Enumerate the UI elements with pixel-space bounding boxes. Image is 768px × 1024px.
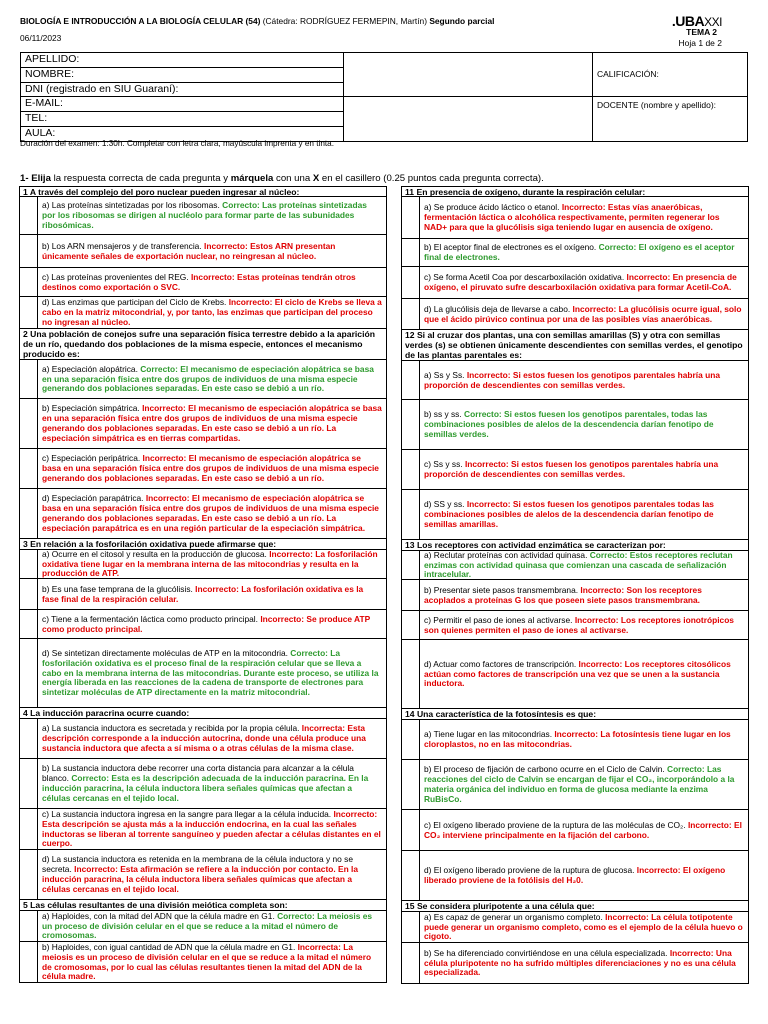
answer-option xyxy=(19,610,387,639)
answer-option xyxy=(19,850,387,900)
instructions: 1- Elija la respuesta correcta de cada pregunta y márquela con una X en el casillero (0.25 puntos cada pregunta correcta). xyxy=(20,173,544,184)
course-title: BIOLOGÍA E INTRODUCCIÓN A LA BIOLOGÍA CELULAR (54) xyxy=(20,16,261,26)
feedback-correct: Correcto: La meiosis es un proceso de división celular en el que se reduce a la mitad el número de cromosomas. xyxy=(42,911,373,941)
answer-checkbox[interactable] xyxy=(20,360,38,398)
answer-checkbox[interactable] xyxy=(20,197,38,234)
answer-checkbox[interactable] xyxy=(20,759,38,808)
feedback-incorrect: Incorrecto: Si estos fuesen los genotipos parentales habría una proporción de descendientes con semillas verdes. xyxy=(424,369,721,390)
answer-checkbox[interactable] xyxy=(402,299,420,329)
feedback-incorrect: Incorrecto: Estos ARN presentan únicamente señales de exportación nuclear, no reingresan al núcleo. xyxy=(42,240,336,261)
answer-option xyxy=(401,640,749,709)
question-stem: 13 Los receptores con actividad enzimática se caracterizan por: xyxy=(401,540,749,551)
answer-checkbox[interactable] xyxy=(20,297,38,328)
feedback-incorrect: Incorrecto: El mecanismo de especiación alopátrica se basa en una separación física entre dos grupos de individuos de una misma especie generando dos poblaciones separadas. En este caso se debió a un río. La especiación simpátrica es en tierras compartidas. xyxy=(42,403,382,443)
answer-checkbox[interactable] xyxy=(20,235,38,267)
answer-option xyxy=(401,760,749,810)
answer-option xyxy=(401,361,749,400)
answer-checkbox[interactable] xyxy=(402,611,420,639)
feedback-incorrect: Incorrecta: La meiosis es un proceso de división celular en el que se reduce a la mitad el número de cromosomas, por lo cual las células resultantes tienen la mitad del ADN de la célula madre. xyxy=(42,942,372,982)
answer-checkbox[interactable] xyxy=(402,361,420,399)
question-stem: 12 Si al cruzar dos plantas, una con semillas amarillas (S) y otra con semillas verdes (s) se obtienen únicamente descendientes con semillas verdes, el genotipo de las plantas parentales es: xyxy=(401,330,749,361)
answer-checkbox[interactable] xyxy=(402,239,420,266)
option-text: a) Ocurre en el citosol y resulta en la producción de glucosa. xyxy=(42,550,270,559)
feedback-incorrect: Incorrecto: Estas proteínas tendrán otros destinos como exportación o SVC. xyxy=(42,271,356,292)
option-text: a) Haploides, con la mitad del ADN que la célula madre en G1. xyxy=(42,911,278,921)
option-text: b) Haploides, con igual cantidad de ADN que la célula madre en G1. xyxy=(42,942,298,952)
feedback-incorrect: Incorrecto: El CO₂ interviene principalmente en la fijación del carbono. xyxy=(424,819,742,840)
question-stem: 1 A través del complejo del poro nuclear pueden ingresar al núcleo: xyxy=(19,186,387,197)
feedback-incorrect: Incorrecto: El oxígeno liberado proviene de la fotólisis del H₂0. xyxy=(424,865,726,885)
answer-option xyxy=(401,299,749,330)
option-text: b) El proceso de fijación de carbono ocurre en el Ciclo de Calvin. xyxy=(424,764,668,775)
answer-option xyxy=(401,912,749,943)
answer-option xyxy=(401,943,749,984)
option-text: a) Especiación alopátrica. xyxy=(42,363,141,374)
answer-checkbox[interactable] xyxy=(20,610,38,638)
option-text: d) Especiación parapátrica. xyxy=(42,493,146,504)
answer-checkbox[interactable] xyxy=(20,579,38,609)
option-text: d) Las enzimas que participan del Ciclo de Krebs. xyxy=(42,297,229,308)
feedback-incorrect: Incorrecto: Si estos fuesen los genotipos parentales todas las combinaciones posibles de alelos de la descendencia darían fenotipo de semillas amarillas. xyxy=(424,499,714,529)
uba-logo: .UBAXXI xyxy=(671,13,722,29)
docente-label: DOCENTE (nombre y apellido): xyxy=(593,97,748,141)
answer-option xyxy=(401,611,749,640)
answer-option xyxy=(401,810,749,851)
answer-option xyxy=(19,489,387,539)
answer-checkbox[interactable] xyxy=(20,911,38,941)
feedback-incorrect: Incorrecto: La glucólisis ocurre igual, solo que el ácido pirúvico continua por una de las posibles vías anaeróbicas. xyxy=(424,303,742,324)
option-text: c) Permitir el paso de iones al activarse. xyxy=(424,614,575,625)
feedback-incorrect: Incorrecto: La fosforilación oxidativa tiene lugar en la membrana interna de las mitocondrias y resulta en la producción de ATP. xyxy=(42,550,378,578)
answer-option xyxy=(19,449,387,489)
questions-left-column xyxy=(19,186,387,983)
answer-option xyxy=(19,399,387,449)
option-text: d) Se sintetizan directamente moléculas de ATP en la mitocondria. xyxy=(42,647,291,658)
option-text: d) El oxígeno liberado proviene de la ruptura de glucosa. xyxy=(424,865,637,876)
feedback-incorrect: Incorrecto: En presencia de oxígeno, el piruvato sufre descarboxilación oxidativa para formar Acetil-CoA. xyxy=(424,272,737,292)
answer-checkbox[interactable] xyxy=(402,551,420,579)
question-stem: 2 Una población de conejos sufre una separación física terrestre debido a la aparición de un río, quedando dos poblaciones de la misma especie, entonces el mecanismo producido es: xyxy=(19,329,387,360)
feedback-correct: Correcto: Las proteínas sintetizadas por los ribosomas se dirigen al nucléolo para formar parte de las subunidades ribosómicas. xyxy=(42,200,367,230)
exam-date: 06/11/2023 xyxy=(20,33,62,43)
option-text: a) Ss y Ss. xyxy=(424,369,467,380)
feedback-correct: Correcto: Si estos fuesen los genotipos parentales, todas las combinaciones posibles de alelos de la descendencia darían fenotipo de semillas verdes. xyxy=(424,409,714,439)
feedback-correct: Correcto: El oxígeno es el aceptor final de electrones. xyxy=(424,242,735,262)
answer-option xyxy=(19,550,387,579)
field-apellido[interactable]: APELLIDO: xyxy=(21,53,344,68)
answer-checkbox[interactable] xyxy=(20,268,38,296)
answer-option xyxy=(401,450,749,490)
feedback-correct: Correcto: La fosforilación oxidativa es el proceso final de la respiración celular que se lleva a cabo en la membrana interna de las mitocondrias. Durante este proceso, se utiliza la energía liberada en las reacciones de la cadena de transporte de electrones para sintetizar moléculas de ATP directamente en la matriz mitocondrial. xyxy=(42,647,379,698)
answer-option xyxy=(19,759,387,809)
field-aula[interactable]: AULA: xyxy=(21,126,344,141)
field-email[interactable]: E-MAIL: xyxy=(21,97,344,112)
answer-option xyxy=(401,197,749,239)
questions-right-column xyxy=(401,186,749,984)
answer-option xyxy=(19,719,387,759)
option-text: c) El oxígeno liberado proviene de la ruptura de las moléculas de CO₂. xyxy=(424,819,688,830)
option-text: a) Es capaz de generar un organismo completo. xyxy=(424,912,606,922)
answer-option xyxy=(19,197,387,235)
catedra: (Cátedra: RODRÍGUEZ FERMEPIN, Martín) xyxy=(262,16,427,26)
option-text: d) Actuar como factores de transcripción. xyxy=(424,658,579,669)
field-tel[interactable]: TEL: xyxy=(21,112,344,127)
feedback-incorrect: Incorrecto: La célula totipotente puede generar un organismo completo, como es el ejemplo de la célula huevo o cigoto. xyxy=(424,912,743,942)
option-text: d) La glucólisis deja de llevarse a cabo. xyxy=(424,303,573,314)
answer-checkbox[interactable] xyxy=(20,639,38,707)
option-text: b) Especiación simpátrica. xyxy=(42,403,143,414)
feedback-correct: Correcto: Las reacciones del ciclo de Calvin se encargan de fijar el CO₂, incorporándolo a la materia orgánica del individuo en forma de glucosa mediante la enzima RuBisCo. xyxy=(424,764,735,804)
answer-checkbox[interactable] xyxy=(402,912,420,942)
feedback-incorrect: Incorrecta: Esta descripción corresponde a la inducción autocrina, donde una célula produce una sustancia inductora que afecta a sí misma o a otras células de la misma clase. xyxy=(42,723,366,753)
feedback-incorrect: Incorrecto: Los receptores ionotrópicos son quienes permiten el paso de iones al activarse. xyxy=(424,614,734,635)
answer-checkbox[interactable] xyxy=(402,197,420,238)
option-text: a) La sustancia inductora es secretada y recibida por la propia célula. xyxy=(42,723,302,734)
option-text: b) La sustancia inductora debe recorrer una corta distancia para alcanzar a la célula blanco. xyxy=(42,763,354,784)
answer-checkbox[interactable] xyxy=(20,809,38,849)
answer-option xyxy=(401,239,749,267)
question-stem: 15 Se considera pluripotente a una célula que: xyxy=(401,901,749,912)
option-text: b) El aceptor final de electrones es el oxígeno. xyxy=(424,242,599,253)
page-indicator: Hoja 1 de 2 xyxy=(678,38,722,48)
feedback-incorrect: Incorrecto: Si estos fuesen los genotipos parentales habría una proporción de descendientes con semillas verdes. xyxy=(424,459,719,479)
answer-option xyxy=(19,268,387,297)
tema-label: TEMA 2 xyxy=(686,27,717,37)
answer-option xyxy=(401,580,749,611)
option-text: d) SS y ss. xyxy=(424,499,467,510)
option-text: a) Se produce ácido láctico o etanol. xyxy=(424,202,562,213)
answer-checkbox[interactable] xyxy=(402,810,420,850)
option-text: d) La sustancia inductora es retenida en la membrana de la célula inductora y no se secreta. xyxy=(42,854,353,875)
answer-option xyxy=(401,720,749,760)
option-text: c) Ss y ss. xyxy=(424,459,465,470)
answer-checkbox[interactable] xyxy=(402,720,420,759)
option-text: c) Tiene a la fermentación láctica como producto principal. xyxy=(42,613,261,624)
answer-checkbox[interactable] xyxy=(402,400,420,449)
answer-option xyxy=(401,267,749,299)
answer-checkbox[interactable] xyxy=(402,640,420,708)
answer-checkbox[interactable] xyxy=(20,399,38,448)
feedback-incorrect: Incorrecto: Esta descripción se ajusta más a la inducción endocrina, en la cual las señales inductoras se liberan al torrente sanguíneo y pueden afectar a células distantes en el cuerpo. xyxy=(42,809,381,849)
answer-checkbox[interactable] xyxy=(20,942,38,982)
answer-checkbox[interactable] xyxy=(20,449,38,488)
answer-checkbox[interactable] xyxy=(402,760,420,809)
exam-name: Segundo parcial xyxy=(429,16,495,26)
exam-duration: Duración del examen: 1:30h. Completar con letra clara, mayúscula imprenta y en tinta. xyxy=(20,139,335,148)
answer-checkbox[interactable] xyxy=(20,850,38,899)
question-stem: 3 En relación a la fosforilación oxidativa puede afirmarse que: xyxy=(19,539,387,550)
answer-option xyxy=(401,551,749,580)
option-text: a) Tiene lugar en las mitocondrias. xyxy=(424,729,555,740)
feedback-incorrect: Incorrecto: El mecanismo de especiación alopátrica se basa en una separación física entre dos grupos de individuos de una misma especie generando dos poblaciones separadas. En este caso se debió a un río. La especiación parapátrica es en una región particular de la especiación simpátrica. xyxy=(42,493,379,533)
answer-checkbox[interactable] xyxy=(20,550,38,578)
feedback-incorrect: Incorrecto: El mecanismo de especiación alopátrica se basa en una separación física entre dos grupos de individuos de una misma especie generando dos poblaciones separadas. En este caso se debió a un río. xyxy=(42,453,379,483)
feedback-correct: Correcto: Esta es la descripción adecuada de la inducción paracrina. En la inducción paracrina, la célula inductora libera señales químicas que afectan a células cercanas en el tejido local. xyxy=(42,773,369,803)
answer-option xyxy=(19,911,387,942)
answer-checkbox[interactable] xyxy=(402,490,420,539)
answer-option xyxy=(401,490,749,540)
feedback-incorrect: Incorrecto: El ciclo de Krebs se lleva a cabo en la matriz mitocondrial, y, por tanto, las enzimas que participan del proceso no ingresan al núcleo. xyxy=(42,297,382,327)
feedback-incorrect: Incorrecto: La fotosíntesis tiene lugar en los cloroplastos, no en las mitocondrias. xyxy=(424,729,731,749)
answer-checkbox[interactable] xyxy=(402,943,420,983)
feedback-incorrect: Incorrecto: Una célula pluripotente no ha sufrido múltiples diferenciaciones y no es una célula especializada. xyxy=(424,947,736,978)
calificacion-label: CALIFICACIÓN: xyxy=(593,53,748,97)
answer-checkbox[interactable] xyxy=(402,580,420,610)
feedback-correct: Correcto: El mecanismo de especiación alopátrica se basa en una separación física entre dos grupos de individuos de una misma especie generando dos poblaciones separadas. En este caso se debió a un río. xyxy=(42,363,374,394)
option-text: c) La sustancia inductora ingresa en la sangre para llegar a la célula inducida. xyxy=(42,809,334,819)
answer-option xyxy=(19,639,387,708)
option-text: c) Especiación peripátrica. xyxy=(42,453,143,464)
question-stem: 4 La inducción paracrina ocurre cuando: xyxy=(19,708,387,719)
feedback-incorrect: Incorrecto: Esta afirmación se refiere a la inducción por contacto. En la inducción paracrina, la célula inductora libera señales químicas que afectan a células cercanas en el tejido local. xyxy=(42,864,359,894)
answer-checkbox[interactable] xyxy=(20,489,38,538)
exam-header xyxy=(20,16,494,26)
option-text: b) Se ha diferenciado convirtiéndose en una célula especializada. xyxy=(424,947,670,958)
field-nombre[interactable]: NOMBRE: xyxy=(21,67,344,82)
answer-option xyxy=(19,360,387,399)
field-dni[interactable]: DNI (registrado en SIU Guaraní): xyxy=(21,82,344,97)
feedback-incorrect: Incorrecto: Son los receptores acoplados a proteínas G los que poseen siete pasos transmembrana. xyxy=(424,584,702,605)
feedback-incorrect: Incorrecto: Los receptores citosólicos actúan como factores de transcripción una vez que se unen a la sustancia inductora. xyxy=(424,658,731,689)
student-id-form xyxy=(20,52,748,142)
option-text: a) Las proteínas sintetizadas por los ribosomas. xyxy=(42,200,223,211)
answer-checkbox[interactable] xyxy=(20,719,38,758)
feedback-correct: Correcto: Estos receptores reclutan enzimas con actividad quinasa que comienzan una cascada de señalización intracelular. xyxy=(424,551,733,579)
feedback-incorrect: Incorrecto: Estas vías anaeróbicas, fermentación láctica o alcohólica respectivamente, permiten regenerar los NAD+ para que la glucólisis siga teniendo lugar en ausencia de oxígeno. xyxy=(424,202,720,232)
option-text: b) Es una fase temprana de la glucólisis. xyxy=(42,583,196,594)
answer-option xyxy=(19,942,387,983)
option-text: b) Presentar siete pasos transmembrana. xyxy=(424,584,581,595)
option-text: c) Se forma Acetil Coa por descarboxilación oxidativa. xyxy=(424,272,627,283)
option-text: a) Reclutar proteínas con actividad quinasa. xyxy=(424,551,590,560)
answer-option xyxy=(19,809,387,850)
question-stem: 14 Una característica de la fotosíntesis es que: xyxy=(401,709,749,720)
option-text: b) ss y ss. xyxy=(424,409,465,420)
question-stem: 11 En presencia de oxígeno, durante la respiración celular: xyxy=(401,186,749,197)
answer-option xyxy=(19,297,387,329)
answer-checkbox[interactable] xyxy=(402,267,420,298)
answer-option xyxy=(401,400,749,450)
question-stem: 5 Las células resultantes de una división meiótica completa son: xyxy=(19,900,387,911)
feedback-incorrect: Incorrecto: La fosforilación oxidativa es la fase final de la respiración celular. xyxy=(42,583,364,604)
answer-option xyxy=(401,851,749,901)
option-text: b) Los ARN mensajeros y de transferencia. xyxy=(42,240,204,251)
answer-checkbox[interactable] xyxy=(402,450,420,489)
answer-option xyxy=(19,235,387,268)
feedback-incorrect: Incorrecto: Se produce ATP como producto principal. xyxy=(42,613,370,634)
answer-checkbox[interactable] xyxy=(402,851,420,900)
option-text: c) Las proteínas provenientes del REG. xyxy=(42,271,191,282)
answer-option xyxy=(19,579,387,610)
